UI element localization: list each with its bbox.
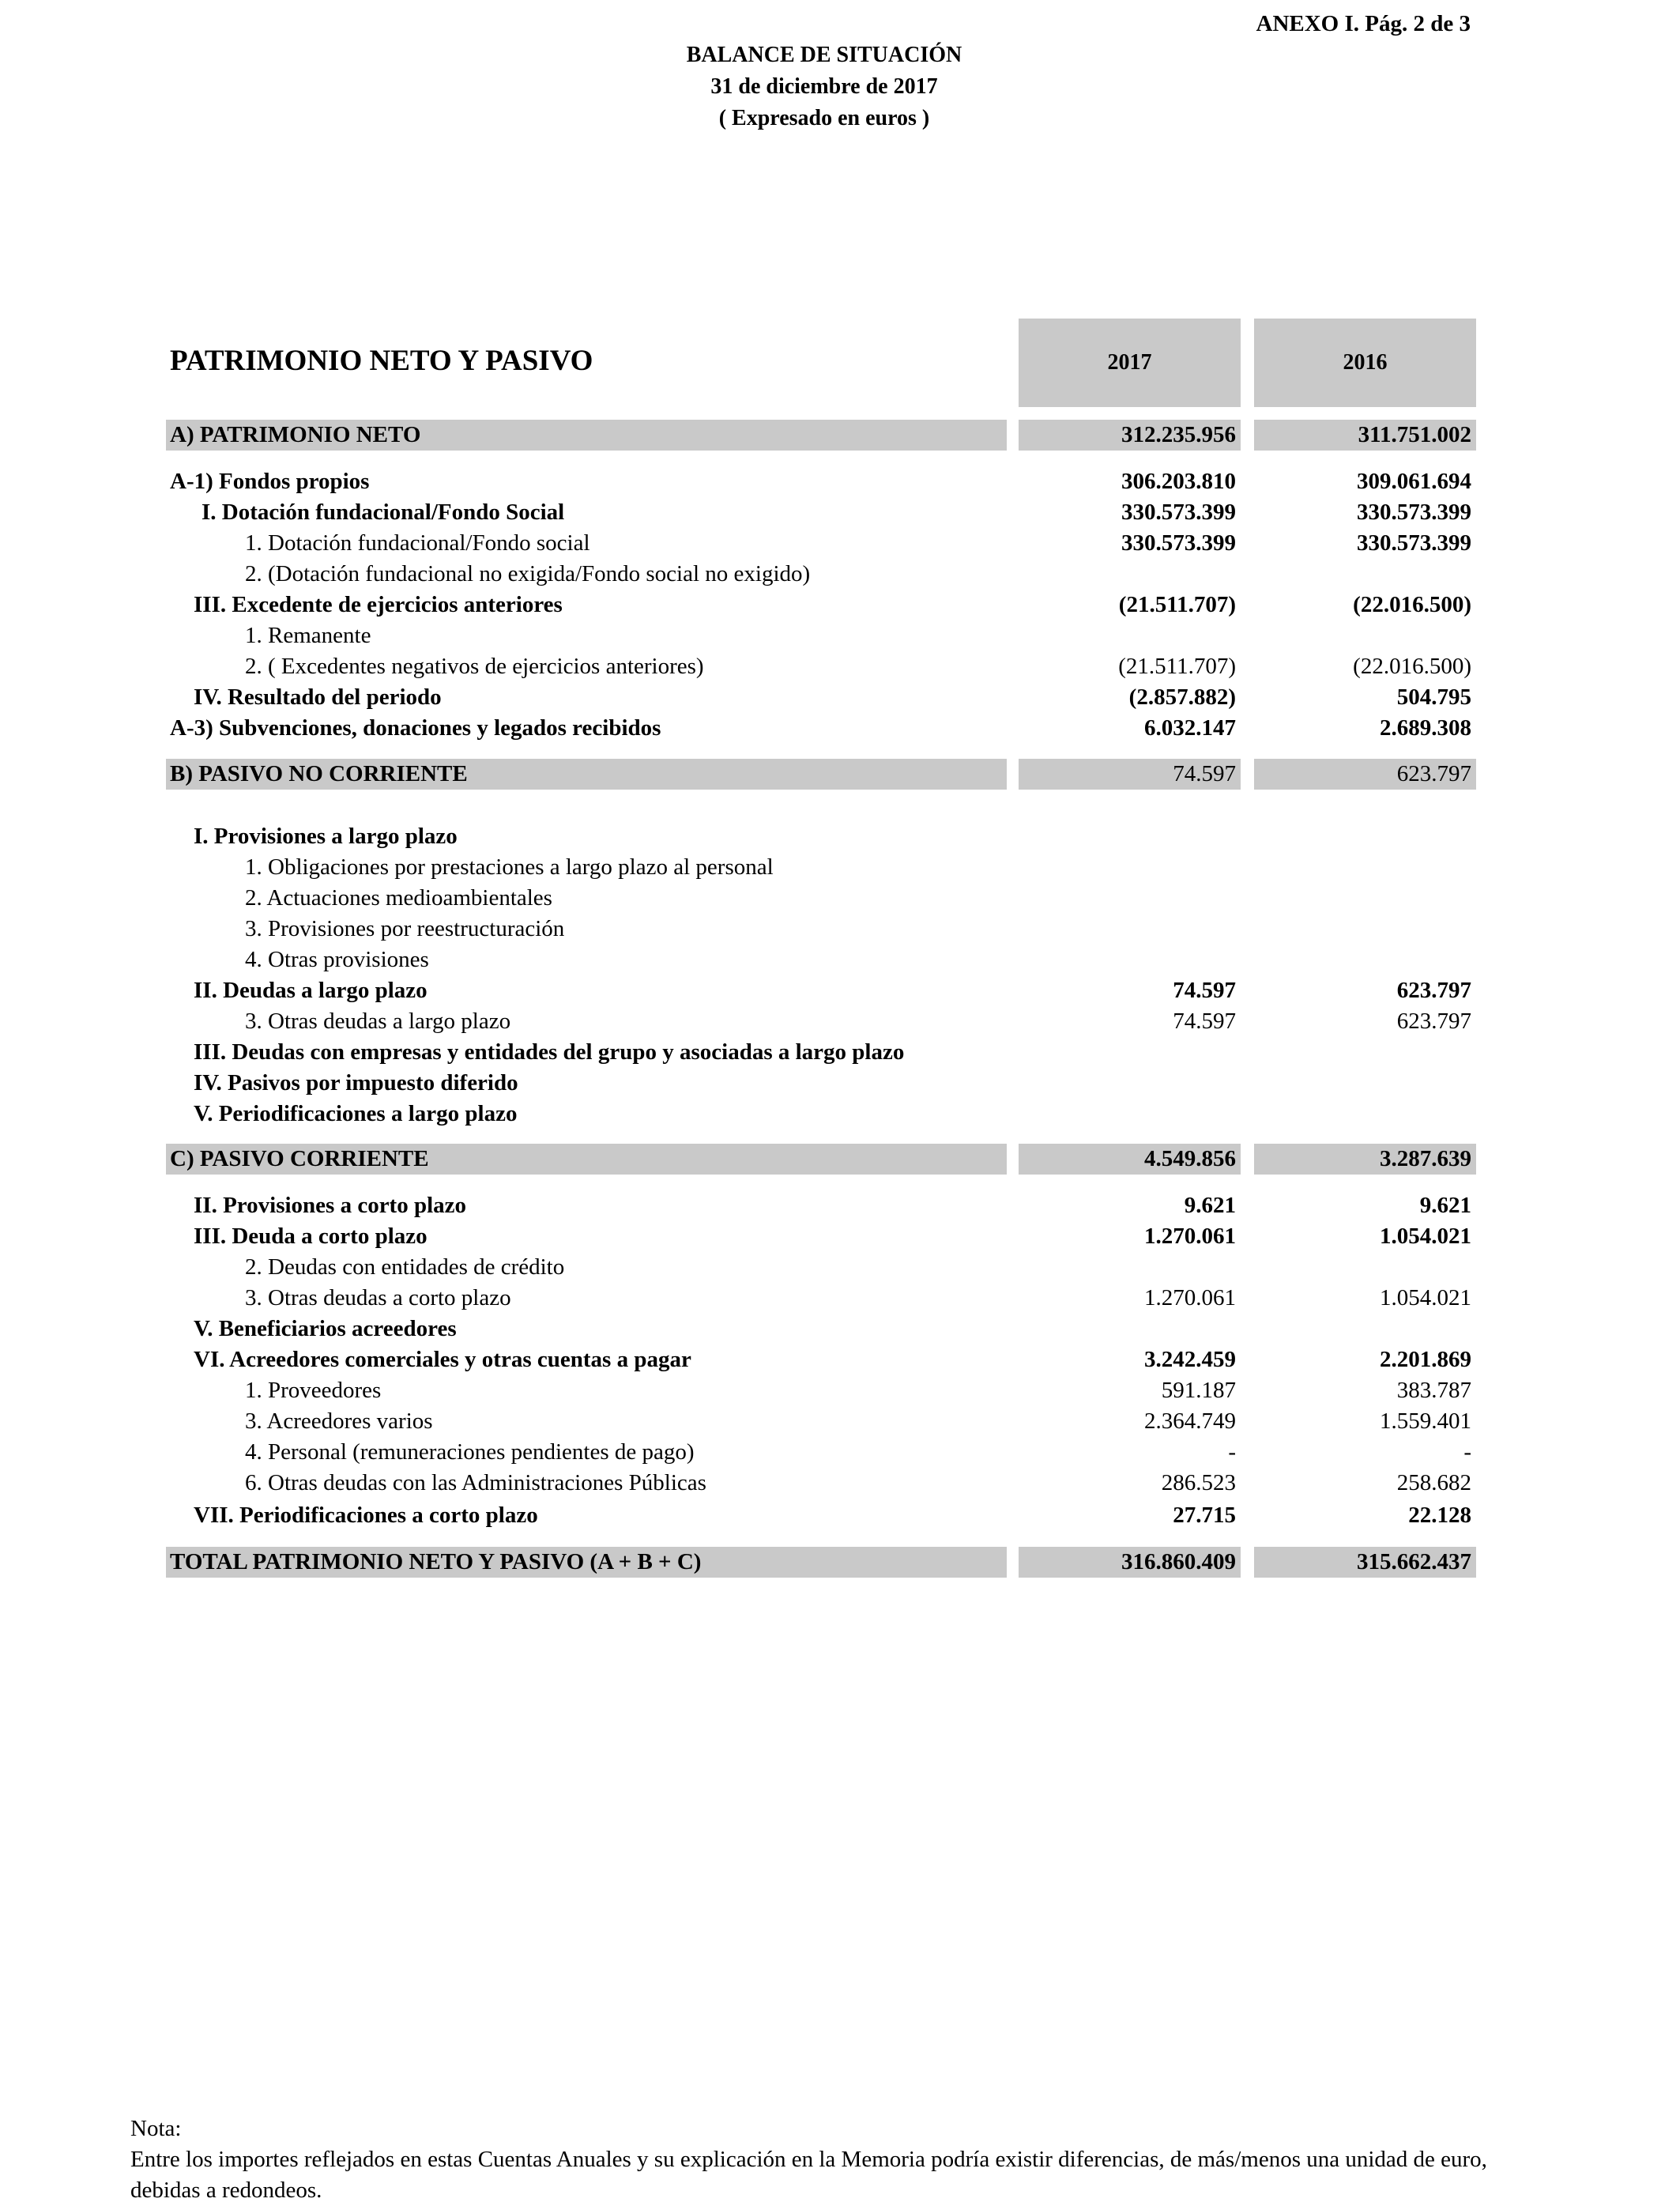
table-row	[0, 1068, 1680, 1099]
row-value-2016: 315.662.437	[1357, 1549, 1471, 1574]
table-row	[0, 1099, 1680, 1129]
row-value-2017: 27.715	[1173, 1503, 1236, 1528]
row-label: 3. Otras deudas a largo plazo	[245, 1009, 511, 1034]
row-label: 2. ( Excedentes negativos de ejercicios anteriores)	[245, 654, 704, 679]
table-row	[0, 1468, 1680, 1499]
row-label: V. Beneficiarios acreedores	[194, 1316, 457, 1341]
footnote-title: Nota:	[130, 2116, 182, 2141]
row-label: 3. Acreedores varios	[245, 1408, 433, 1434]
row-label: I. Provisiones a largo plazo	[194, 824, 458, 849]
column-header-2016: 2016	[1254, 319, 1476, 407]
table-row	[0, 945, 1680, 975]
row-value-2017: 330.573.399	[1121, 530, 1236, 556]
table-row	[0, 497, 1680, 528]
table-row	[0, 620, 1680, 651]
table-row	[0, 1006, 1680, 1037]
row-value-2017: (2.857.882)	[1128, 684, 1236, 710]
row-label: A-1) Fondos propios	[170, 469, 370, 494]
row-value-2017: 74.597	[1173, 1009, 1236, 1034]
row-value-2016: 3.287.639	[1380, 1146, 1471, 1171]
row-label: 1. Proveedores	[245, 1378, 382, 1403]
row-label: 4. Otras provisiones	[245, 947, 429, 972]
row-label: IV. Pasivos por impuesto diferido	[194, 1070, 518, 1095]
row-label: II. Provisiones a corto plazo	[194, 1193, 467, 1218]
row-value-2016: 309.061.694	[1357, 469, 1471, 494]
row-value-2017: 316.860.409	[1121, 1549, 1236, 1574]
table-row	[0, 975, 1680, 1006]
row-value-2016: 22.128	[1408, 1503, 1471, 1528]
table-row	[0, 1375, 1680, 1406]
column-header-2017: 2017	[1019, 319, 1241, 407]
table-row	[0, 1190, 1680, 1221]
row-label: 1. Obligaciones por prestaciones a largo plazo al personal	[245, 854, 774, 880]
table-row	[0, 1144, 1680, 1175]
table-row	[0, 590, 1680, 620]
table-row	[0, 651, 1680, 682]
table-row	[0, 1037, 1680, 1068]
table-row	[0, 759, 1680, 790]
row-value-2016: 330.573.399	[1357, 530, 1471, 556]
row-value-2017: 4.549.856	[1144, 1146, 1236, 1171]
row-value-2017: 330.573.399	[1121, 500, 1236, 525]
row-label: III. Deuda a corto plazo	[194, 1224, 428, 1249]
row-value-2016: 2.201.869	[1380, 1347, 1471, 1372]
row-label: IV. Resultado del periodo	[194, 684, 442, 710]
table-row	[0, 852, 1680, 883]
document-date: 31 de diciembre de 2017	[710, 74, 938, 99]
footnote-text: Entre los importes reflejados en estas Cuentas Anuales y su explicación en la Memoria podría existir diferencias, de más/menos una unidad de euro, debidas a redondeos.	[130, 2147, 1487, 2203]
row-value-2016: 623.797	[1396, 1009, 1471, 1034]
document-units: ( Expresado en euros )	[718, 106, 930, 130]
table-row	[0, 1500, 1680, 1531]
table-row	[0, 713, 1680, 744]
row-value-2017: -	[1228, 1439, 1236, 1465]
row-label: C) PASIVO CORRIENTE	[170, 1146, 429, 1171]
row-label: 4. Personal (remuneraciones pendientes de pago)	[245, 1439, 695, 1465]
table-row	[0, 821, 1680, 852]
row-value-2016: 504.795	[1396, 684, 1471, 710]
row-value-2017: 312.235.956	[1121, 422, 1236, 447]
row-value-2016: 2.689.308	[1380, 715, 1471, 741]
row-value-2016: 623.797	[1396, 978, 1471, 1003]
row-value-2016: 1.054.021	[1380, 1224, 1471, 1249]
table-row	[0, 420, 1680, 451]
table-row	[0, 528, 1680, 559]
row-value-2017: 286.523	[1161, 1470, 1236, 1495]
table-row	[0, 914, 1680, 945]
table-row	[0, 559, 1680, 590]
row-value-2016: 311.751.002	[1358, 422, 1471, 447]
row-label: VII. Periodificaciones a corto plazo	[194, 1503, 538, 1528]
row-label: 2. Actuaciones medioambientales	[245, 885, 552, 911]
document-title: BALANCE DE SITUACIÓN	[686, 43, 962, 67]
row-value-2017: 6.032.147	[1144, 715, 1236, 741]
row-label: 3. Otras deudas a corto plazo	[245, 1285, 511, 1310]
row-label: B) PASIVO NO CORRIENTE	[170, 761, 468, 786]
row-value-2016: -	[1463, 1439, 1471, 1465]
table-row	[0, 1406, 1680, 1437]
row-value-2017: 1.270.061	[1144, 1285, 1236, 1310]
row-label: 1. Remanente	[245, 623, 371, 648]
table-row	[0, 466, 1680, 497]
row-label: TOTAL PATRIMONIO NETO Y PASIVO (A + B + C)	[170, 1549, 702, 1574]
row-label: 6. Otras deudas con las Administraciones Públicas	[245, 1470, 706, 1495]
row-value-2017: 9.621	[1184, 1193, 1236, 1218]
row-label: V. Periodificaciones a largo plazo	[194, 1101, 518, 1126]
row-label: II. Deudas a largo plazo	[194, 978, 428, 1003]
table-row	[0, 1547, 1680, 1578]
row-value-2017: (21.511.707)	[1118, 592, 1236, 617]
footnote	[130, 2114, 1553, 2206]
row-value-2016: (22.016.500)	[1353, 654, 1471, 679]
row-label: III. Excedente de ejercicios anteriores	[194, 592, 563, 617]
section-title: PATRIMONIO NETO Y PASIVO	[170, 345, 593, 377]
row-label: VI. Acreedores comerciales y otras cuentas a pagar	[194, 1347, 691, 1372]
row-label: 2. Deudas con entidades de crédito	[245, 1254, 565, 1280]
table-row	[0, 883, 1680, 914]
table-row	[0, 1314, 1680, 1344]
row-value-2016: 623.797	[1396, 761, 1471, 786]
table-row	[0, 682, 1680, 713]
row-label: 2. (Dotación fundacional no exigida/Fondo social no exigido)	[245, 561, 811, 586]
table-row	[0, 1283, 1680, 1314]
row-value-2017: 306.203.810	[1121, 469, 1236, 494]
row-label: 3. Provisiones por reestructuración	[245, 916, 565, 941]
table-row	[0, 1221, 1680, 1252]
row-value-2016: 330.573.399	[1357, 500, 1471, 525]
row-value-2016: 1.054.021	[1380, 1285, 1471, 1310]
row-value-2016: 9.621	[1419, 1193, 1471, 1218]
row-value-2017: 74.597	[1173, 761, 1236, 786]
row-label: 1. Dotación fundacional/Fondo social	[245, 530, 590, 556]
row-value-2017: 3.242.459	[1144, 1347, 1236, 1372]
row-value-2016: (22.016.500)	[1353, 592, 1471, 617]
row-label: III. Deudas con empresas y entidades del grupo y asociadas a largo plazo	[194, 1039, 905, 1065]
row-value-2017: 1.270.061	[1144, 1224, 1236, 1249]
row-value-2017: 2.364.749	[1144, 1408, 1236, 1434]
annex-page-indicator: ANEXO I. Pág. 2 de 3	[1256, 11, 1471, 36]
row-label: A-3) Subvenciones, donaciones y legados recibidos	[170, 715, 661, 741]
row-label: A) PATRIMONIO NETO	[170, 422, 421, 447]
row-value-2016: 1.559.401	[1380, 1408, 1471, 1434]
table-row	[0, 1437, 1680, 1468]
table-row	[0, 1344, 1680, 1375]
row-label: I. Dotación fundacional/Fondo Social	[202, 500, 565, 525]
row-value-2017: (21.511.707)	[1118, 654, 1236, 679]
row-value-2017: 74.597	[1173, 978, 1236, 1003]
row-value-2016: 258.682	[1396, 1470, 1471, 1495]
row-value-2017: 591.187	[1161, 1378, 1236, 1403]
row-value-2016: 383.787	[1396, 1378, 1471, 1403]
table-row	[0, 1252, 1680, 1283]
